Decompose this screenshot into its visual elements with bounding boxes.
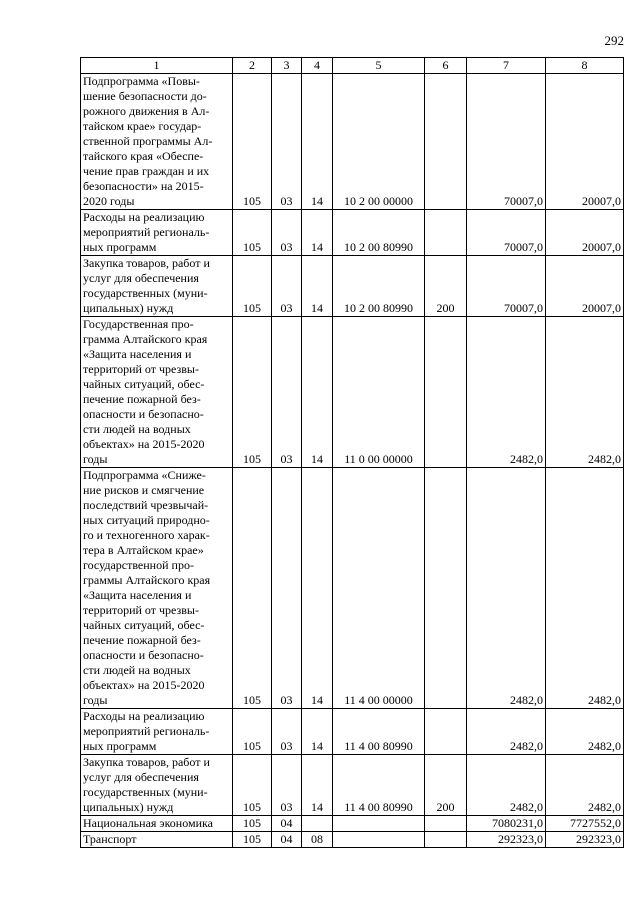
table-row xyxy=(81,832,624,848)
item-name-cell xyxy=(81,210,233,256)
amount-2020-cell: 292323,0 xyxy=(546,832,624,848)
table-row xyxy=(81,816,624,832)
header-cell: 8 xyxy=(546,58,624,74)
amount-2020-cell: 2482,0 xyxy=(546,317,624,468)
table-row xyxy=(81,468,624,709)
item-name-line: рожного движения в Ал- xyxy=(83,104,210,118)
item-name-cell xyxy=(81,74,233,210)
item-name-line: Транспорт xyxy=(83,832,137,846)
amount-2020-cell: 20007,0 xyxy=(546,74,624,210)
expense-type-cell xyxy=(425,832,467,848)
item-name-line: объектах» на 2015-2020 xyxy=(83,678,205,692)
header-cell: 1 xyxy=(81,58,233,74)
target-article-cell: 11 4 00 80990 xyxy=(333,755,425,816)
header-cell: 3 xyxy=(272,58,302,74)
target-article-cell: 11 4 00 80990 xyxy=(333,709,425,755)
subsection-cell: 08 xyxy=(302,832,333,848)
item-name-line: ципальных) нужд xyxy=(83,301,174,315)
item-name-line: объектах» на 2015-2020 xyxy=(83,437,205,451)
amount-2020-cell: 2482,0 xyxy=(546,468,624,709)
item-name-line: шение безопасности до- xyxy=(83,89,207,103)
item-name-line: тайского края «Обеспе- xyxy=(83,149,204,163)
subsection-cell: 14 xyxy=(302,74,333,210)
item-name-line: печение пожарной без- xyxy=(83,392,201,406)
item-name-line: грамма Алтайского края xyxy=(83,332,208,346)
page-number: 292 xyxy=(604,33,624,48)
grbs-cell: 105 xyxy=(233,468,272,709)
section-cell: 03 xyxy=(272,709,302,755)
item-name-line: тера в Алтайском крае» xyxy=(83,543,204,557)
header-cell: 7 xyxy=(467,58,546,74)
expense-type-cell xyxy=(425,709,467,755)
item-name-cell xyxy=(81,468,233,709)
item-name-line: «Защита населения и xyxy=(83,347,192,361)
item-name-line: сти людей на водных xyxy=(83,422,191,436)
expense-type-cell: 200 xyxy=(425,256,467,317)
item-name-cell xyxy=(81,256,233,317)
subsection-cell: 14 xyxy=(302,755,333,816)
amount-2020-cell: 2482,0 xyxy=(546,709,624,755)
subsection-cell xyxy=(302,816,333,832)
item-name-line: граммы Алтайского края xyxy=(83,573,211,587)
item-name-line: Государственная про- xyxy=(83,317,194,331)
expense-type-cell xyxy=(425,74,467,210)
item-name-line: услуг для обеспечения xyxy=(83,271,199,285)
grbs-cell: 105 xyxy=(233,709,272,755)
table-row xyxy=(81,256,624,317)
item-name-cell xyxy=(81,816,233,832)
table-row xyxy=(81,317,624,468)
table-row xyxy=(81,210,624,256)
item-name-line: Закупка товаров, работ и xyxy=(83,755,210,769)
item-name-line: безопасности» на 2015- xyxy=(83,179,204,193)
amount-2020-cell: 20007,0 xyxy=(546,256,624,317)
item-name-line: чайных ситуаций, обес- xyxy=(83,618,205,632)
table-body xyxy=(81,74,624,848)
subsection-cell: 14 xyxy=(302,709,333,755)
item-name-line: чайных ситуаций, обес- xyxy=(83,377,205,391)
grbs-cell: 105 xyxy=(233,256,272,317)
item-name-cell xyxy=(81,832,233,848)
budget-table xyxy=(80,57,624,848)
header-cell: 5 xyxy=(333,58,425,74)
amount-2019-cell: 2482,0 xyxy=(467,317,546,468)
amount-2019-cell: 2482,0 xyxy=(467,709,546,755)
item-name-line: 2020 годы xyxy=(83,194,135,208)
grbs-cell: 105 xyxy=(233,832,272,848)
item-name-cell xyxy=(81,755,233,816)
item-name-line: Расходы на реализацию xyxy=(83,709,205,723)
item-name-line: Национальная экономика xyxy=(83,816,213,830)
section-cell: 04 xyxy=(272,832,302,848)
item-name-line: Подпрограмма «Повы- xyxy=(83,74,200,88)
target-article-cell: 10 2 00 80990 xyxy=(333,256,425,317)
target-article-cell xyxy=(333,816,425,832)
item-name-line: ципальных) нужд xyxy=(83,800,174,814)
table-row xyxy=(81,709,624,755)
item-name-line: ных программ xyxy=(83,739,157,753)
amount-2020-cell: 2482,0 xyxy=(546,755,624,816)
item-name-line: сти людей на водных xyxy=(83,663,191,677)
item-name-line: Подпрограмма «Сниже- xyxy=(83,468,206,482)
item-name-line: территорий от чрезвы- xyxy=(83,362,199,376)
item-name-line: Закупка товаров, работ и xyxy=(83,256,210,270)
header-row xyxy=(81,58,624,74)
amount-2019-cell: 2482,0 xyxy=(467,755,546,816)
item-name-line: ных ситуаций природно- xyxy=(83,513,210,527)
target-article-cell: 11 4 00 00000 xyxy=(333,468,425,709)
item-name-line: тайском крае» государ- xyxy=(83,119,202,133)
item-name-line: услуг для обеспечения xyxy=(83,770,199,784)
item-name-line: Расходы на реализацию xyxy=(83,210,205,224)
item-name-line: мероприятий региональ- xyxy=(83,724,210,738)
target-article-cell: 10 2 00 80990 xyxy=(333,210,425,256)
item-name-line: годы xyxy=(83,693,108,707)
expense-type-cell: 200 xyxy=(425,755,467,816)
amount-2020-cell: 20007,0 xyxy=(546,210,624,256)
item-name-line: государственных (муни- xyxy=(83,785,208,799)
target-article-cell: 10 2 00 00000 xyxy=(333,74,425,210)
item-name-line: государственных (муни- xyxy=(83,286,208,300)
amount-2019-cell: 2482,0 xyxy=(467,468,546,709)
section-cell: 04 xyxy=(272,816,302,832)
item-name-cell xyxy=(81,709,233,755)
table-row xyxy=(81,755,624,816)
amount-2020-cell: 7727552,0 xyxy=(546,816,624,832)
amount-2019-cell: 7080231,0 xyxy=(467,816,546,832)
amount-2019-cell: 70007,0 xyxy=(467,74,546,210)
grbs-cell: 105 xyxy=(233,816,272,832)
grbs-cell: 105 xyxy=(233,317,272,468)
amount-2019-cell: 70007,0 xyxy=(467,210,546,256)
item-name-line: опасности и безопасно- xyxy=(83,648,204,662)
table-row xyxy=(81,74,624,210)
item-name-line: ственной программы Ал- xyxy=(83,134,213,148)
item-name-line: го и техногенного харак- xyxy=(83,528,210,542)
item-name-line: печение пожарной без- xyxy=(83,633,201,647)
subsection-cell: 14 xyxy=(302,256,333,317)
amount-2019-cell: 70007,0 xyxy=(467,256,546,317)
header-cell: 2 xyxy=(233,58,272,74)
section-cell: 03 xyxy=(272,468,302,709)
item-name-line: мероприятий региональ- xyxy=(83,225,210,239)
item-name-cell xyxy=(81,317,233,468)
item-name-line: годы xyxy=(83,452,108,466)
section-cell: 03 xyxy=(272,317,302,468)
item-name-line: опасности и безопасно- xyxy=(83,407,204,421)
item-name-line: чение прав граждан и их xyxy=(83,164,210,178)
section-cell: 03 xyxy=(272,755,302,816)
item-name-line: территорий от чрезвы- xyxy=(83,603,199,617)
grbs-cell: 105 xyxy=(233,755,272,816)
item-name-line: ных программ xyxy=(83,240,157,254)
expense-type-cell xyxy=(425,468,467,709)
section-cell: 03 xyxy=(272,256,302,317)
item-name-line: ние рисков и смягчение xyxy=(83,483,205,497)
item-name-line: последствий чрезвычай- xyxy=(83,498,209,512)
subsection-cell: 14 xyxy=(302,468,333,709)
header-cell: 4 xyxy=(302,58,333,74)
expense-type-cell xyxy=(425,317,467,468)
subsection-cell: 14 xyxy=(302,210,333,256)
item-name-line: государственной про- xyxy=(83,558,194,572)
amount-2019-cell: 292323,0 xyxy=(467,832,546,848)
grbs-cell: 105 xyxy=(233,210,272,256)
header-cell: 6 xyxy=(425,58,467,74)
item-name-line: «Защита населения и xyxy=(83,588,192,602)
section-cell: 03 xyxy=(272,74,302,210)
grbs-cell: 105 xyxy=(233,74,272,210)
subsection-cell: 14 xyxy=(302,317,333,468)
target-article-cell: 11 0 00 00000 xyxy=(333,317,425,468)
section-cell: 03 xyxy=(272,210,302,256)
expense-type-cell xyxy=(425,210,467,256)
target-article-cell xyxy=(333,832,425,848)
expense-type-cell xyxy=(425,816,467,832)
